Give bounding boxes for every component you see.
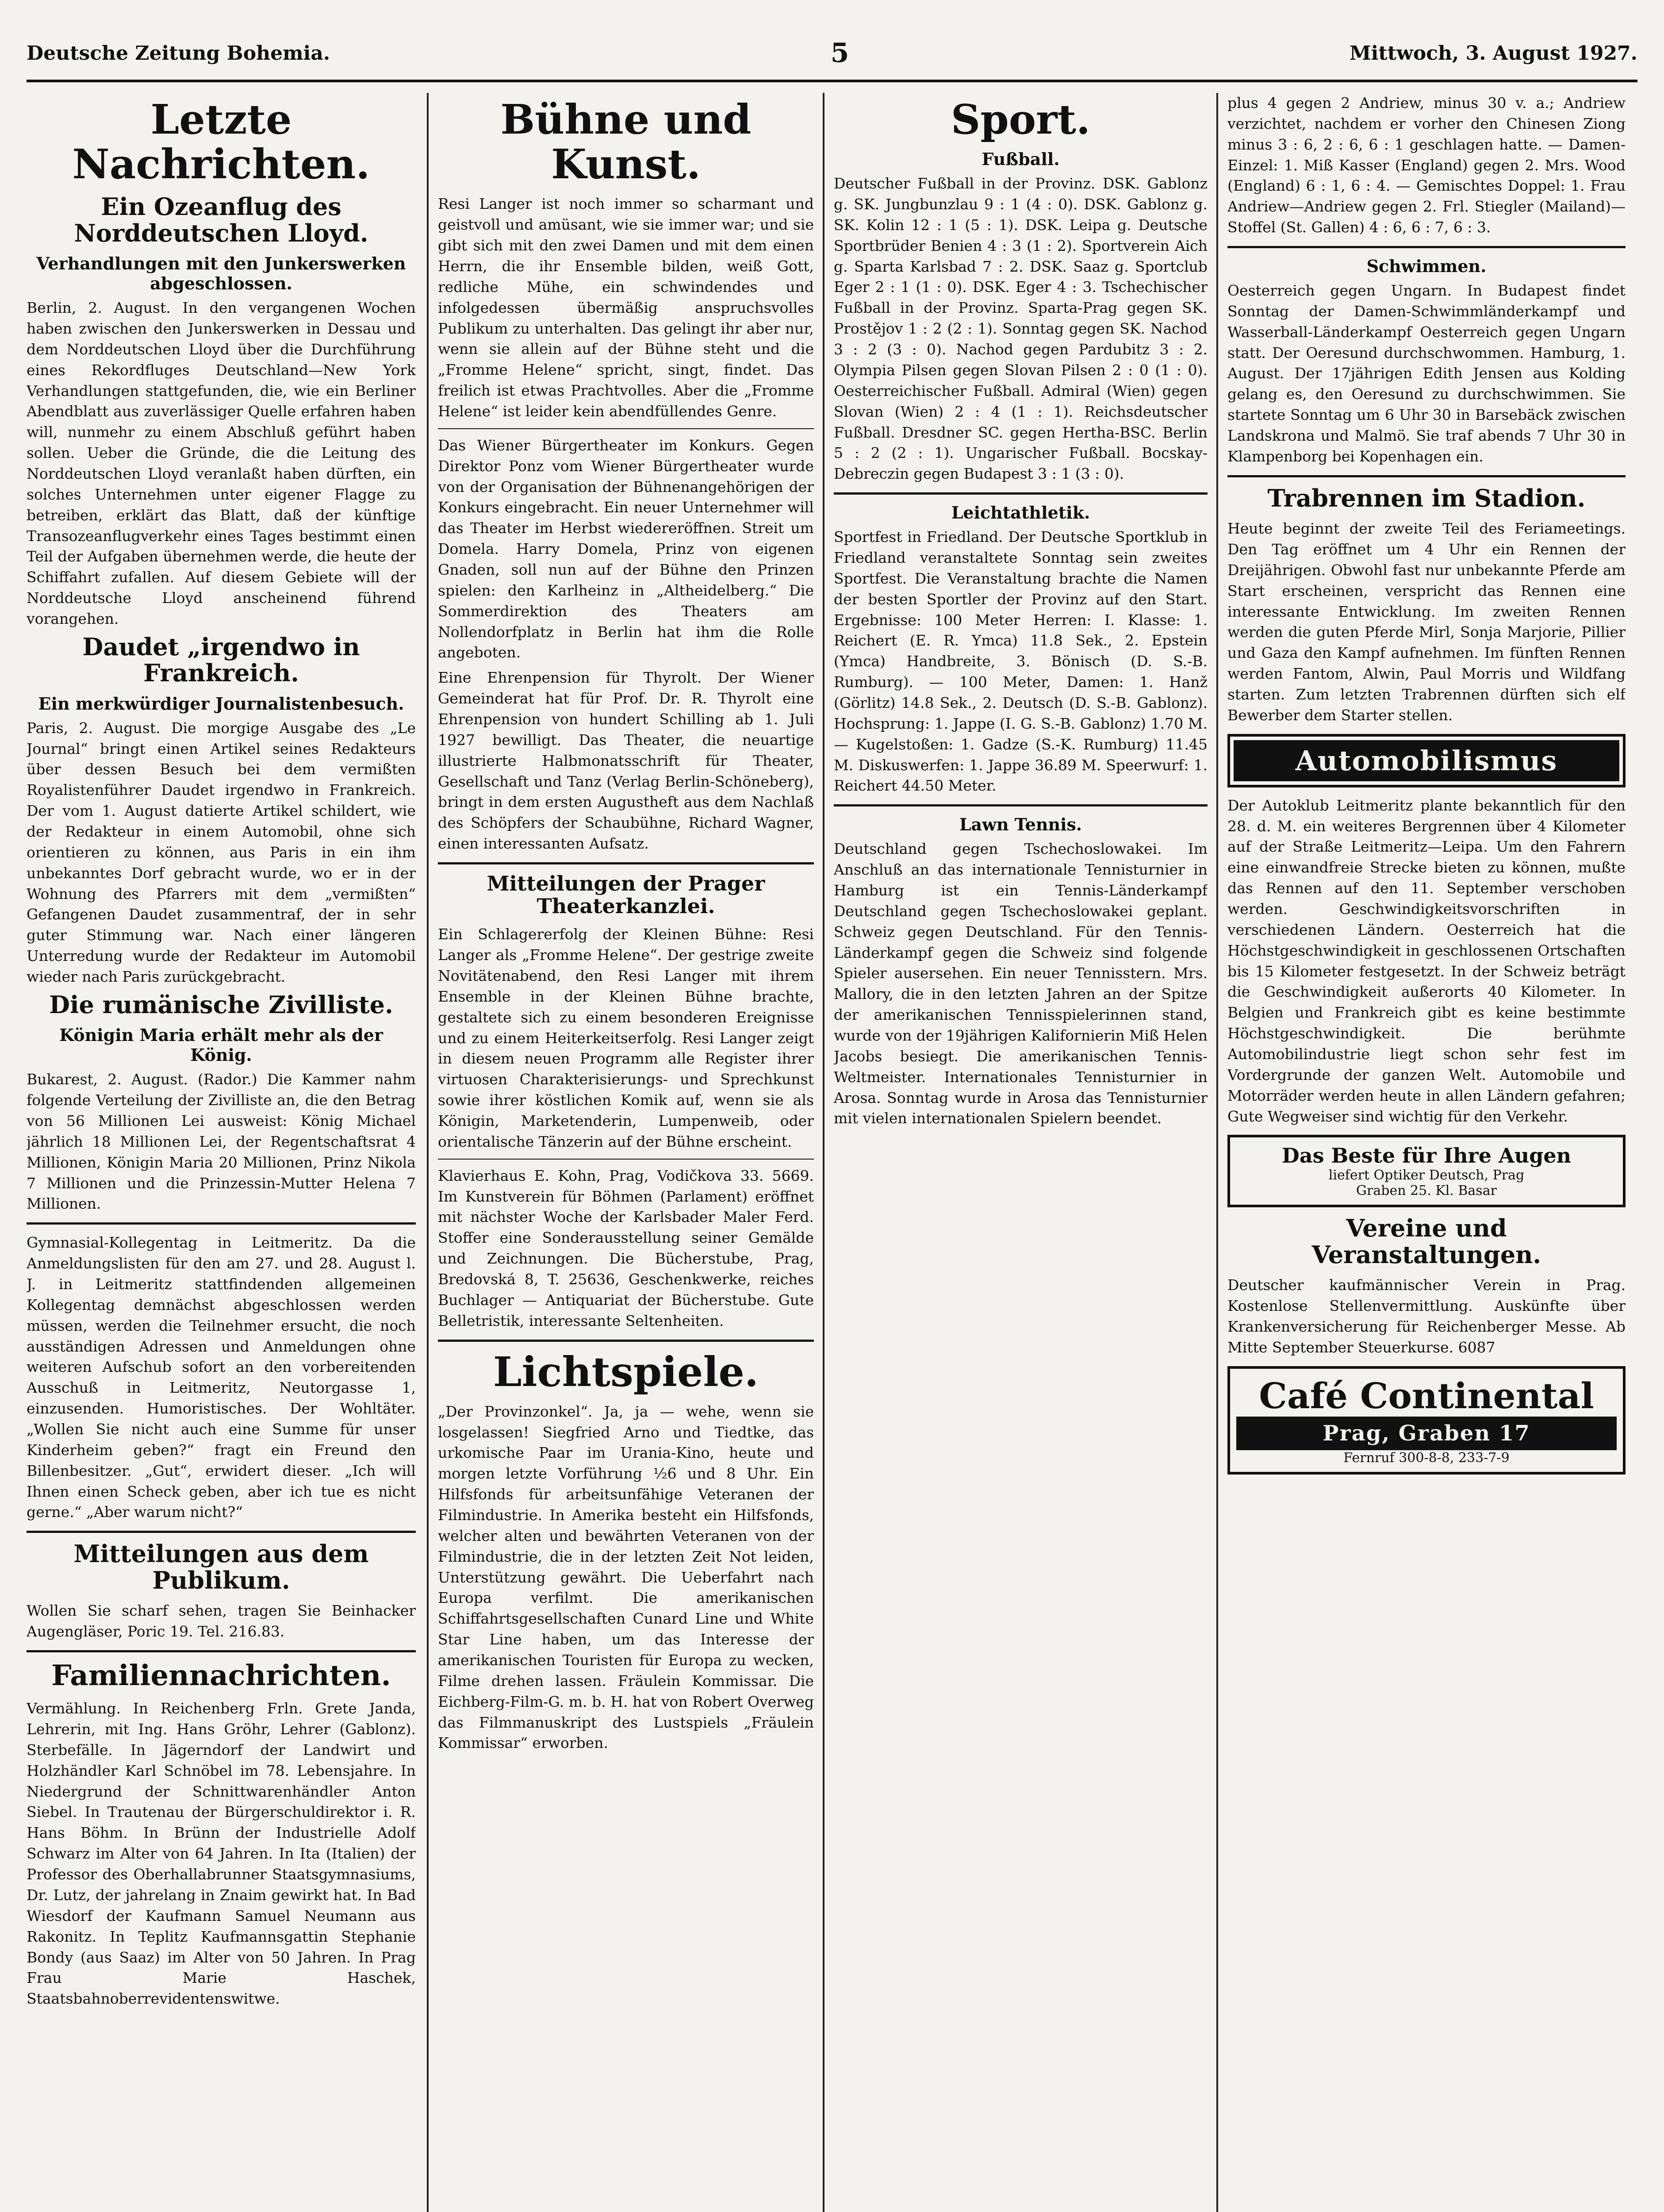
article-body: Das Wiener Bürgertheater im Konkurs. Gegen Direktor Ponz vom Wiener Bürgertheater wurde von der Organisation der Bühnenangehörigen der Konkurs eingebracht. Ein neuer Unternehmer will das Theater im Herbst wiedereröffnen. Streit um Domela. Harry Domela, Prinz von eigenen Gnaden, soll nun auf der Bühne den Prinzen spielen: den Karlheinz in „Altheidelberg.“ Die Sommerdirektion des Theaters am Nollendorfplatz in Berlin hat ihm die Rolle angeboten. — [438, 436, 814, 661]
article-body: Wollen Sie scharf sehen, tragen Sie Beinhacker Augengläser, Poric 19. Tel. 216.83. — [27, 1602, 416, 1640]
article-headline: Mitteilungen der Prager Theaterkanzlei. — [487, 872, 765, 918]
sport-section-heading: Schwimmen. — [1366, 256, 1487, 276]
article-body: Oesterreich gegen Ungarn. In Budapest findet Sonntag der Damen-Schwimmländerkampf und Wasserball-Länderkampf Oesterreich gegen Ungarn statt. Der Oeresund durchschwommen. Hamburg, 1. August. Der 17jährigen Edith Jensen aus Kolding gelang es, den Oeresund zu durchschwimmen. Sie startete Sonntag um 6 Uhr 30 in Barsebäck zwischen Landskrona und Malmö. Sie traf abends 7 Uhr 30 in Klampenborg bei Kopenhagen ein. — [1227, 282, 1626, 465]
article-body: Ein Schlagererfolg der Kleinen Bühne: Resi Langer als „Fromme Helene“. Der gestrige zweite Novitätenabend, den Resi Langer mit ihrem Ensemble in der Kleinen Bühne brachte, gestaltete sich zu einem besonderen Ereignisse und zu einem Heiterkeitserfolg. Resi Langer zeigt in diesem neuen Programm alle Register ihrer virtuosen Charakterisierungs- und Sprechkunst sowie ihrer köstlichen Komik auf, wenn sie als Königin, Marketenderin, Lumpenweib, oder orientalische Tänzerin auf der Bühne erscheint. — [438, 926, 814, 1150]
article-body: Deutscher Fußball in der Provinz. DSK. Gablonz g. SK. Jungbunzlau 9 : 1 (4 : 0). DSK. Gablonz g. SK. Kolin 12 : 1 (5 : 1). DSK. Leipa g. Deutsche Sportbrüder Benien 4 : 3 (1 : 2). Sportverein Aich g. Sparta Karlsbad 7 : 2. DSK. Saaz g. Sportclub Eger 2 : 1 (1 : 0). DSK. Eger 4 : 3. Tschechischer Fußball in der Provinz. Sparta-Prag gegen SK. Prostějov 1 : 2 (2 : 1). Sonntag gegen SK. Nachod 3 : 2 (3 : 0). Nachod gegen Pardubitz 3 : 2. Olympia Pilsen gegen Slovan Pilsen 2 : 0 (1 : 0). Oesterreichischer Fußball. Admiral (Wien) gegen Slovan (Wien) 2 : 4 (1 : 1). Reichsdeutscher Fußball. Dresdner SC. gegen Hertha-BSC. Berlin 5 : 2 (2 : 1). Ungarischer Fußball. Bocskay-Debreczin gegen Budapest 3 : 1 (3 : 0). — [834, 175, 1208, 483]
sport-section-heading: Lawn Tennis. — [959, 814, 1082, 835]
article-body: Heute beginnt der zweite Teil des Feriameetings. Den Tag eröffnet um 4 Uhr ein Rennen der Dreijährigen. Obwohl fast nur unbekannte Pferde am Start erscheinen, verspricht das Rennen eine interessante Entwicklung. Im zweiten Rennen werden die guten Pferde Mirl, Sonja Marjorie, Pillier und Gaza den Kampf aufnehmen. Im fünften Rennen werden Fantom, Alwin, Paul Morris und Wildfang starten. Zum letzten Trabrennen dürften sich elf Bewerber dem Starter stellen. — [1227, 520, 1626, 724]
article-headline: Trabrennen im Stadion. — [1267, 484, 1586, 512]
divider — [27, 1650, 416, 1652]
column-4 — [1227, 93, 1626, 2212]
article-headline: Die rumänische Zivilliste. — [49, 990, 393, 1019]
cafe-advertisement — [1227, 1366, 1626, 1475]
article-headline: Vereine und Veranstaltungen. — [1311, 1214, 1541, 1269]
newspaper-page — [27, 27, 1637, 2212]
article-subhead: Verhandlungen mit den Junkerswerken abgeschlossen. — [36, 253, 406, 294]
article-body: Klavierhaus E. Kohn, Prag, Vodičkova 33. 5669. Im Kunstverein für Böhmen (Parlament) eröffnet mit nächster Woche der Karlsbader Maler Ferd. Stoffer eine Sonderausstellung seiner Gemälde und Zeichnungen. Die Bücherstube, Prag, Bredovská 8, T. 25636, Geschenkwerke, reiches Buchlager — Antiquariat der Bücherstube. Gute Belletristik, interessante Seltenheiten. — [438, 1167, 814, 1329]
column-rule — [823, 93, 824, 2212]
article-subhead: Ein merkwürdiger Journalistenbesuch. — [38, 693, 404, 714]
ad-line: Prag, Graben 17 — [1236, 1417, 1617, 1450]
automobilism-heading: Automobilismus — [1234, 740, 1619, 781]
column-1 — [27, 93, 416, 2212]
article-body: Deutscher kaufmännischer Verein in Prag. Kostenlose Stellenvermittlung. Auskünfte über Krankenversicherung für Reichenberger Messe. Ab Mitte September Steuerkurse. 6087 — [1227, 1276, 1626, 1356]
divider — [1227, 246, 1626, 248]
article-body: „Der Provinzonkel“. Ja, ja — wehe, wenn sie losgelassen! Siegfried Arno und Tiedtke, das urkomische Paar im Urania-Kino, heute und morgen letzte Vorführung ½6 und 8 Uhr. Ein Hilfsfonds für arbeitsunfähige Veteranen der Filmindustrie. In Amerika besteht ein Hilfsfonds, welcher alten und bewährten Veteranen von der Filmindustrie, die in der letzten Zeit Not leiden, Unterstützung gewährt. Die Ueberfahrt nach Europa verfilmt. Die amerikanischen Schiffahrtsgesellschaften Cunard Line und White Star Line haben, um das Interesse der amerikanischen Touristen für Europa zu wecken, Filme drehen lassen. Fräulein Kommissar. Die Eichberg-Film-G. m. b. H. hat von Robert Overweg das Filmmanuskript des Lustspiels „Fräulein Kommissar“ erworben. — [438, 1402, 814, 1752]
article-headline: Familiennachrichten. — [51, 1659, 391, 1692]
sport-section-heading: Fußball. — [982, 149, 1060, 169]
article-body: plus 4 gegen 2 Andriew, minus 30 v. a.; Andriew verzichtet, nachdem er vorher den Chinesen Ziong minus 3 : 6, 2 : 6, 6 : 1 geschlagen hatte. — Damen-Einzel: 1. Miß Kasser (England) gegen 2. Mrs. Wood (England) 6 : 1, 6 : 4. — Gemischtes Doppel: 1. Frau Andriew—Andriew gegen 2. Frl. Stiegler (Mailand)—Stoffel (St. Gallen) 4 : 6, 6 : 7, 6 : 3. — [1227, 94, 1626, 236]
column-rule — [1216, 93, 1218, 2212]
masthead — [27, 27, 1637, 82]
ad-line: liefert Optiker Deutsch, Prag — [1328, 1167, 1525, 1183]
article-body: Vermählung. In Reichenberg Frln. Grete Janda, Lehrerin, mit Ing. Hans Gröhr, Lehrer (Gablonz). Sterbefälle. In Jägerndorf der Landwirt und Holzhändler Karl Schnöbel im 78. Lebensjahre. In Niedergrund der Schnittwarenhändler Anton Siebel. In Trautenau der Bürgerschuldirektor i. R. Hans Böhm. In Brünn der Industrielle Adolf Schwarz im Alter von 64 Jahren. In Ita (Italien) der Professor des Oberhallabrunner Staatsgymnasiums, Dr. Lutz, der jahrelang in Znaim gewirkt hat. In Bad Wiesdorf der Kaufmann Samuel Neumann aus Rakonitz. In Teplitz Kaufmannsgattin Stephanie Bondy (aus Saaz) im Alter von 50 Jahren. In Prag Frau Marie Haschek, Staatsbahnoberrevidentenswitwe. — [27, 1700, 416, 2008]
article-body: Bukarest, 2. August. (Rador.) Die Kammer nahm folgende Verteilung der Zivilliste an, die den Betrag von 56 Millionen Lei ausweist: König Michael jährlich 18 Millionen Lei, der Regentschaftsrat 4 Millionen, Königin Maria 20 Millionen, Prinz Nikola 7 Millionen und die Prinzessin-Mutter Helena 7 Millionen. — [27, 1071, 416, 1213]
column-rule — [427, 93, 429, 2212]
section-title-stage-and-art: Bühne und Kunst. — [500, 96, 751, 188]
divider — [834, 804, 1208, 806]
divider — [438, 1159, 814, 1160]
ad-line: Fernruf 300-8-8, 233-7-9 — [1343, 1450, 1510, 1466]
ad-line: Graben 25. Kl. Basar — [1356, 1183, 1497, 1199]
optician-advertisement — [1227, 1135, 1626, 1207]
article-body: Gymnasial-Kollegentag in Leitmeritz. Da die Anmeldungslisten für den am 27. und 28. August l. J. in Leitmeritz stattfindenden allgemeinen Kollegentag demnächst abgeschlossen werden müssen, werden die Teilnehmer ersucht, die noch ausständigen Adressen und Anmeldungen ohne weiteren Aufschub sofort an den vorbereitenden Ausschuß in Leitmeritz, Neutorgasse 1, einzusenden. Humoristisches. Der Wohltäter. „Wollen Sie nicht auch eine Summe für unser Kinderheim geben?“ fragt ein Freund den Billenbesitzer. „Gut“, erwidert dieser. „Ich will Ihnen einen Scheck geben, aber ich tue es nicht gerne.“ „Aber warum nicht?“ — [27, 1234, 416, 1521]
column-3 — [834, 93, 1208, 2212]
ad-title: Das Beste für Ihre Augen — [1281, 1144, 1572, 1168]
article-body: Der Autoklub Leitmeritz plante bekanntlich für den 28. d. M. ein weiteres Bergrennen über 4 Kilometer auf der Straße Leitmeritz—Leipa. Um den Fahrern eine einwandfreie Strecke bieten zu können, mußte das Rennen auf den 11. September verschoben werden. Geschwindigkeitsvorschriften in verschiedenen Ländern. Oesterreich hat die Höchstgeschwindigkeit in geschlossenen Ortschaften bis 15 Kilometer festgesetzt. In der Schweiz beträgt die Geschwindigkeit außerorts 40 Kilometer. In Belgien und Frankreich gibt es keine bestimmte Höchstgeschwindigkeit. Die berühmte Automobilindustrie liegt schon sehr fest im Vordergrunde der ganzen Welt. Automobile und Motorräder werden heute in allen Ländern gefahren; Gute Wegweiser sind wichtig für den Verkehr. — [1227, 796, 1626, 1125]
sport-section-heading: Leichtathletik. — [951, 503, 1090, 523]
ad-title: Café Continental — [1259, 1375, 1594, 1417]
divider — [438, 862, 814, 864]
masthead-newspaper-name: Deutsche Zeitung Bohemia. — [27, 42, 330, 65]
article-headline: Mitteilungen aus dem Publikum. — [73, 1540, 369, 1594]
article-headline: Ein Ozeanflug des Norddeutschen Lloyd. — [74, 192, 368, 247]
divider — [438, 1340, 814, 1342]
section-title-cinema: Lichtspiele. — [493, 1348, 759, 1396]
automobilism-header-box — [1227, 734, 1626, 787]
article-body: Sportfest in Friedland. Der Deutsche Sportklub in Friedland veranstaltete Sonntag sein zweites Sportfest. Die Veranstaltung brachte die Namen der besten Sportler der Provinz auf den Start. Ergebnisse: 100 Meter Herren: I. Klasse: 1. Reichert (E. R. Ymca) 11.8 Sek., 2. Epstein (Ymca) Handbreite, 3. Bönisch (D. S.-B. Rumburg). — 100 Meter, Damen: 1. Hanž (Görlitz) 14.8 Sek., 2. Deutsch (D. S.-B. Gablonz). Hochsprung: 1. Jappe (I. G. S.-B. Gablonz) 1.70 M. — Kugelstoßen: 1. Gadze (S.-K. Rumburg) 11.45 M. Diskuswerfen: 1. Jappe 36.89 M. Speerwurf: 1. Reichert 44.50 Meter. — [834, 528, 1208, 795]
column-2 — [438, 93, 814, 2212]
divider — [27, 1531, 416, 1533]
divider — [27, 1222, 416, 1225]
section-title-latest-news: Letzte Nachrichten. — [72, 96, 370, 188]
divider — [438, 428, 814, 429]
page-number: 5 — [830, 38, 849, 69]
section-title-sport: Sport. — [951, 96, 1091, 143]
article-body: Eine Ehrenpension für Thyrolt. Der Wiener Gemeinderat hat für Prof. Dr. R. Thyrolt eine Ehrenpension von hundert Schilling ab 1. Juli 1927 bewilligt. Das Theater, die neuartige illustrierte Halbmonatsschrift für Theater, Gesellschaft und Tanz (Verlag Berlin-Schöneberg), bringt in dem ersten Augustheft aus dem Nachlaß des Schöpfers der Schaubühne, Richard Wagner, einen interessanten Aufsatz. — [438, 669, 814, 853]
article-body: Deutschland gegen Tschechoslowakei. Im Anschluß an das internationale Tennisturnier in Hamburg ist ein Tennis-Länderkampf Deutschland gegen Tschechoslowakei geplant. Schweiz gegen Deutschland. Für den Tennis-Länderkampf gegen die Schweiz sind folgende Spieler ausersehen. Ein neuer Tennisstern. Mrs. Mallory, die in den letzten Jahren an der Spitze der amerikanischen Tennisspielerinnen stand, wurde von der 19jährigen Kalifornierin Miß Helen Jacobs besiegt. Die amerikanischen Tennis-Weltmeister. Internationales Tennisturnier in Arosa. Sonntag wurde in Arosa das Tennisturnier mit vielen internationalen Spielern beendet. — [834, 840, 1208, 1127]
article-subhead: Königin Maria erhält mehr als der König. — [59, 1025, 383, 1065]
masthead-date: Mittwoch, 3. August 1927. — [1349, 42, 1637, 65]
article-headline: Daudet „irgendwo in Frankreich. — [82, 632, 360, 687]
article-body: Berlin, 2. August. In den vergangenen Wochen haben zwischen den Junkerswerken in Dessau und dem Norddeutschen Lloyd über die Durchführung eines Rekordfluges Deutschland—New York Verhandlungen stattgefunden, die, wie ein Berliner Abendblatt aus zuverlässiger Quelle erfahren haben will, nunmehr zu einem Abschluß geführt haben sollen. Ueber die Gründe, die die Leitung des Norddeutschen Lloyd veranlaßt haben dürften, ein solches Unternehmen unter eigener Flagge zu betreiben, erklärt das Blatt, daß der künftige Transozeanflugverkehr eines Tages bestimmt einen Teil der Aufgaben übernehmen werde, die heute der Schiffahrt zufallen. Auf diesem Gebiete will der Norddeutsche Lloyd anscheinend führend vorangehen. — [27, 299, 416, 628]
divider — [834, 492, 1208, 495]
divider — [1227, 475, 1626, 477]
article-body: Resi Langer ist noch immer so scharmant und geistvoll und amüsant, wie sie immer war; und sie gibt sich mit den zwei Damen und mit dem einen Herrn, die ihr Ensemble bilden, weiß Gott, redliche Mühe, ein schwindendes und infolgedessen übermäßig anspruchsvolles Publikum zu unterhalten. Das gelingt ihr aber nur, wenn sie allein auf der Bühne steht und die „Fromme Helene“ spricht, singt, findet. Das freilich ist etwas Prachtvolles. Aber die „Fromme Helene“ ist leider kein abendfüllendes Genre. — [438, 195, 814, 420]
article-body: Paris, 2. August. Die morgige Ausgabe des „Le Journal“ bringt einen Artikel seines Redakteurs über dessen Besuch bei dem vermißten Royalistenführer Daudet irgendwo in Frankreich. Der vom 1. August datierte Artikel schildert, wie der Redakteur in einem Automobil, ohne sich orientieren zu können, aus Paris in ein ihm unbekanntes Dorf gebracht wurde, wo er in der Wohnung des Pfarrers mit dem „vermißten“ Gefangenen Daudet zusammentraf, der in sehr guter Stimmung war. Nach einer längeren Unterredung wurde der Redakteur im Automobil wieder nach Paris zurückgebracht. — [27, 719, 416, 985]
